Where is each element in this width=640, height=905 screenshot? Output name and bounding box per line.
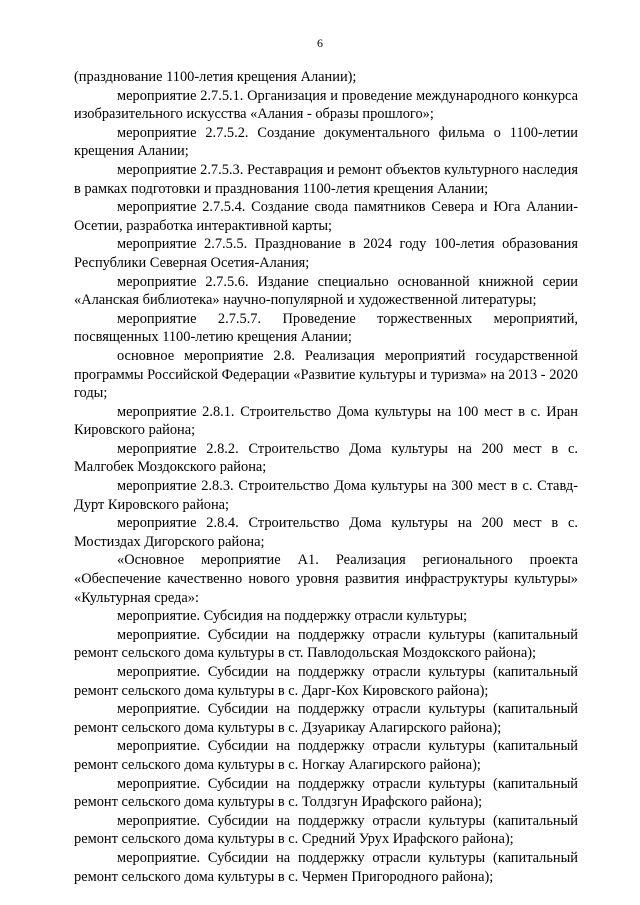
paragraph: мероприятие. Субсидии на поддержку отрасли культуры (капитальный ремонт сельского дома культуры в с. Дзуарикау Алагирского района); <box>74 701 578 736</box>
paragraph: (празднование 1100-летия крещения Алании); <box>74 69 357 85</box>
paragraph: мероприятие 2.7.5.6. Издание специально основанной книжной серии «Аланская библиотека» научно-популярной и художественной литературы; <box>74 273 578 309</box>
paragraph: мероприятие 2.7.5.2. Создание документального фильма о 1100-летии крещения Алании; <box>74 124 578 160</box>
paragraph: мероприятие. Субсидия на поддержку отрасли культуры; <box>117 608 468 625</box>
paragraph: мероприятие 2.7.5.5. Празднование в 2024 году 100-летия образования Республики Северная Осетия-Алания; <box>74 236 578 271</box>
paragraph: мероприятие 2.8.4. Строительство Дома культуры на 200 мест в с. Мостиздах Дигорского района; <box>74 515 578 550</box>
paragraph: мероприятие 2.7.5.7. Проведение торжественных мероприятий, посвященных 1100-летию крещения Алании; <box>74 310 578 346</box>
page-number: 6 <box>317 36 323 50</box>
paragraph: мероприятие. Субсидии на поддержку отрасли культуры (капитальный ремонт сельского дома культуры в с. Толдзгун Ирафского района); <box>74 775 578 811</box>
document-body <box>74 68 578 886</box>
paragraph: мероприятие 2.7.5.3. Реставрация и ремонт объектов культурного наследия в рамках подготовки и празднования 1100-летия крещения Алании; <box>74 161 578 197</box>
paragraph: мероприятие 2.7.5.4. Создание свода памятников Севера и Юга Алании-Осетии, разработка интерактивной карты; <box>74 199 578 234</box>
paragraph: мероприятие 2.7.5.1. Организация и проведение международного конкурса изобразительного искусства «Алания - образы прошлого»; <box>74 87 578 123</box>
paragraph: мероприятие. Субсидии на поддержку отрасли культуры (капитальный ремонт сельского дома культуры в ст. Павлодольская Моздокского района); <box>74 626 578 662</box>
paragraph: мероприятие 2.8.1. Строительство Дома культуры на 100 мест в с. Иран Кировского района; <box>74 403 578 439</box>
paragraph: мероприятие. Субсидии на поддержку отрасли культуры (капитальный ремонт сельского дома культуры в с. Дарг-Кох Кировского района); <box>74 664 578 699</box>
paragraph: мероприятие 2.8.3. Строительство Дома культуры на 300 мест в с. Ставд-Дурт Кировского района; <box>74 478 578 513</box>
paragraph: мероприятие 2.8.2. Строительство Дома культуры на 200 мест в с. Малгобек Моздокского района; <box>74 440 578 476</box>
paragraph: основное мероприятие 2.8. Реализация мероприятий государственной программы Российской Федерации «Развитие культуры и туризма» на 2013 - 2020 годы; <box>74 347 578 402</box>
paragraph: «Основное мероприятие А1. Реализация регионального проекта «Обеспечение качественно нового уровня развития инфраструктуры культуры» «Культурная среда»: <box>74 552 578 606</box>
paragraph: мероприятие. Субсидии на поддержку отрасли культуры (капитальный ремонт сельского дома культуры в с. Чермен Пригородного района); <box>74 849 578 885</box>
paragraph: мероприятие. Субсидии на поддержку отрасли культуры (капитальный ремонт сельского дома культуры в с. Ногкау Алагирского района); <box>74 738 578 773</box>
paragraph: мероприятие. Субсидии на поддержку отрасли культуры (капитальный ремонт сельского дома культуры в с. Средний Урух Ирафского района); <box>74 812 578 848</box>
